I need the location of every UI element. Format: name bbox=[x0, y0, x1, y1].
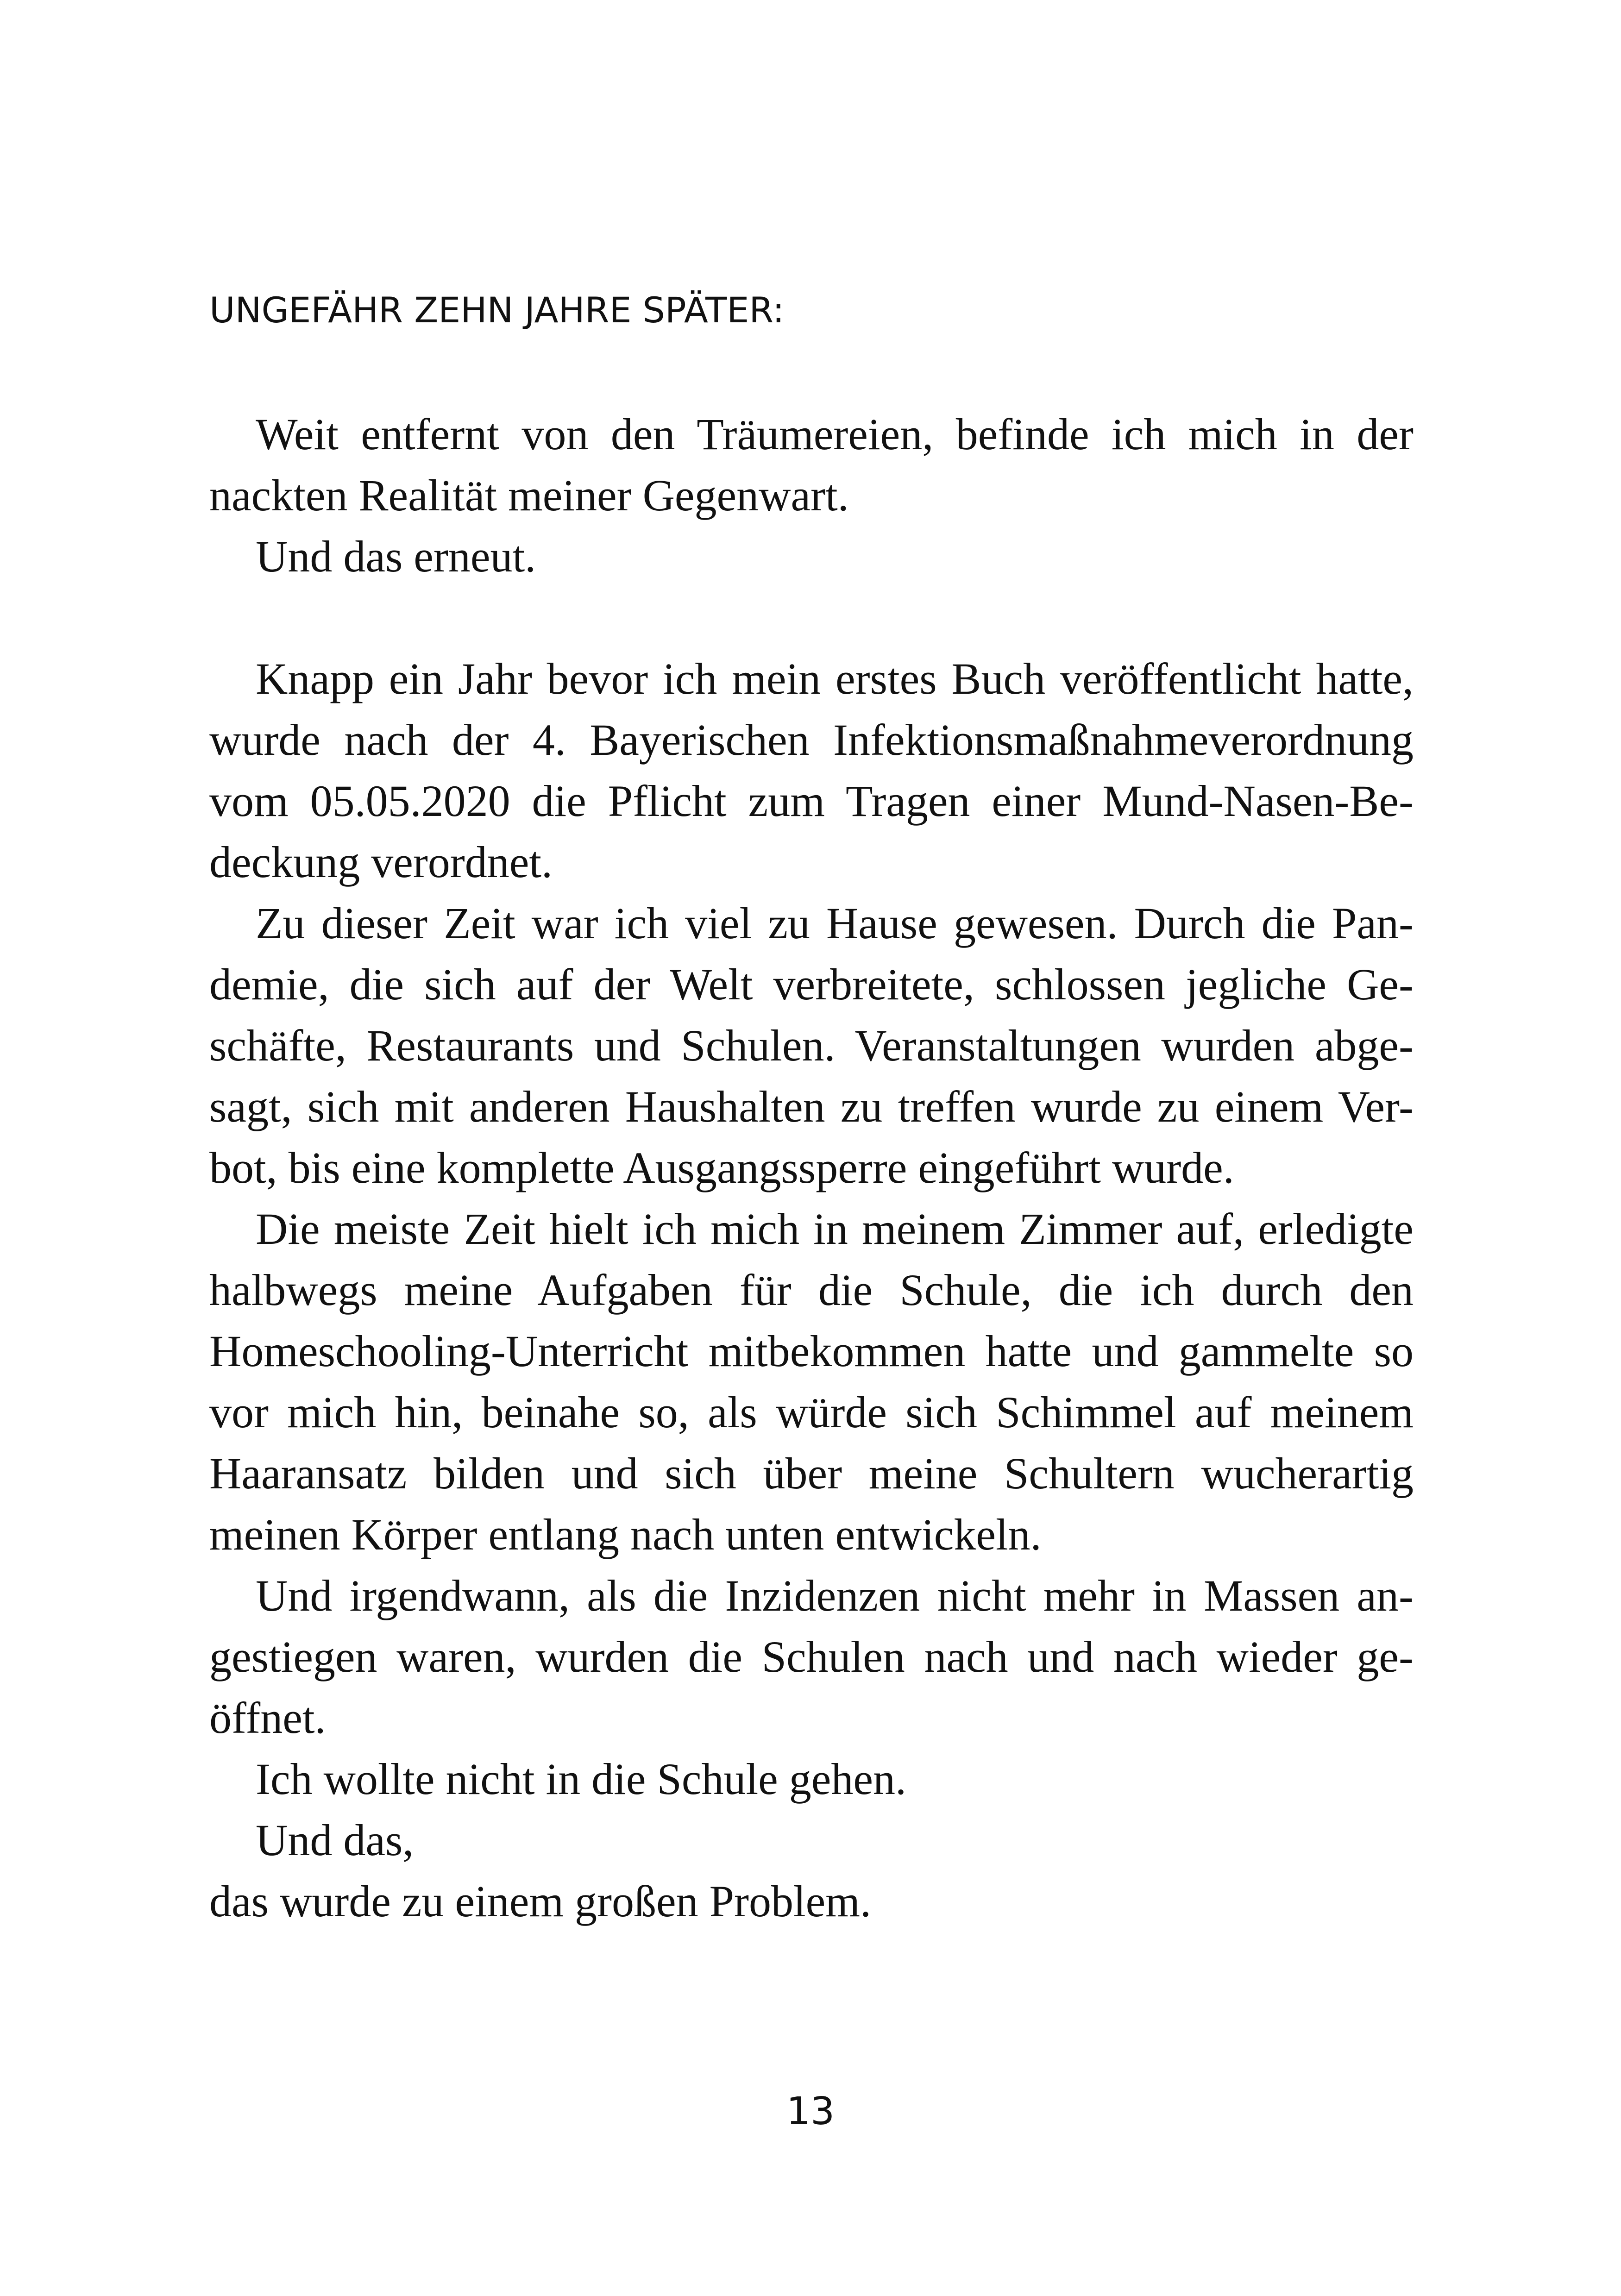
text-line: Und irgendwann, als die Inzidenzen nicht mehr in Massen an- bbox=[256, 1571, 1414, 1620]
text-line: Und das, bbox=[256, 1815, 414, 1865]
text-line: vom 05.05.2020 die Pflicht zum Tragen einer Mund-Nasen-Be- bbox=[209, 776, 1414, 826]
paragraph-gap bbox=[209, 587, 1414, 648]
text-line: sagt, sich mit anderen Haushalten zu treffen wurde zu einem Ver- bbox=[209, 1082, 1414, 1131]
text-line: meinen Körper entlang nach unten entwickeln. bbox=[209, 1510, 1042, 1559]
text-line: Homeschooling-Unterricht mitbekommen hatte und gammelte so bbox=[209, 1326, 1414, 1376]
text-line: gestiegen waren, wurden die Schulen nach und nach wieder ge- bbox=[209, 1632, 1414, 1681]
text-line: öffnet. bbox=[209, 1693, 326, 1743]
text-line: Die meiste Zeit hielt ich mich in meinem Zimmer auf, erledigte bbox=[256, 1204, 1414, 1254]
text-line: halbwegs meine Aufgaben für die Schule, die ich durch den bbox=[209, 1265, 1414, 1315]
text-line: Knapp ein Jahr bevor ich mein erstes Buch veröffentlicht hatte, bbox=[256, 654, 1414, 703]
page-number: 13 bbox=[786, 2089, 835, 2133]
text-line: demie, die sich auf der Welt verbreitete, schlossen jegliche Ge- bbox=[209, 960, 1414, 1009]
text-line: Zu dieser Zeit war ich viel zu Hause gewesen. Durch die Pan- bbox=[256, 898, 1414, 948]
text-line: schäfte, Restaurants und Schulen. Veranstaltungen wurden abge- bbox=[209, 1021, 1414, 1070]
chapter-heading: UNGEFÄHR ZEHN JAHRE SPÄTER: bbox=[209, 289, 785, 331]
text-line: Haaransatz bilden und sich über meine Schultern wucherartig bbox=[209, 1449, 1414, 1498]
text-line: Und das erneut. bbox=[256, 532, 536, 581]
text-line: vor mich hin, beinahe so, als würde sich Schimmel auf meinem bbox=[209, 1387, 1414, 1437]
text-line: Weit entfernt von den Träumereien, befinde ich mich in der bbox=[256, 409, 1414, 459]
body-text bbox=[209, 404, 1414, 1932]
text-line: das wurde zu einem großen Problem. bbox=[209, 1876, 871, 1926]
text-line: nackten Realität meiner Gegenwart. bbox=[209, 470, 849, 520]
text-line: Ich wollte nicht in die Schule gehen. bbox=[256, 1754, 906, 1804]
text-line: deckung verordnet. bbox=[209, 837, 553, 887]
text-line: bot, bis eine komplette Ausgangssperre eingeführt wurde. bbox=[209, 1143, 1234, 1192]
text-line: wurde nach der 4. Bayerischen Infektionsmaßnahmeverordnung bbox=[209, 715, 1414, 765]
